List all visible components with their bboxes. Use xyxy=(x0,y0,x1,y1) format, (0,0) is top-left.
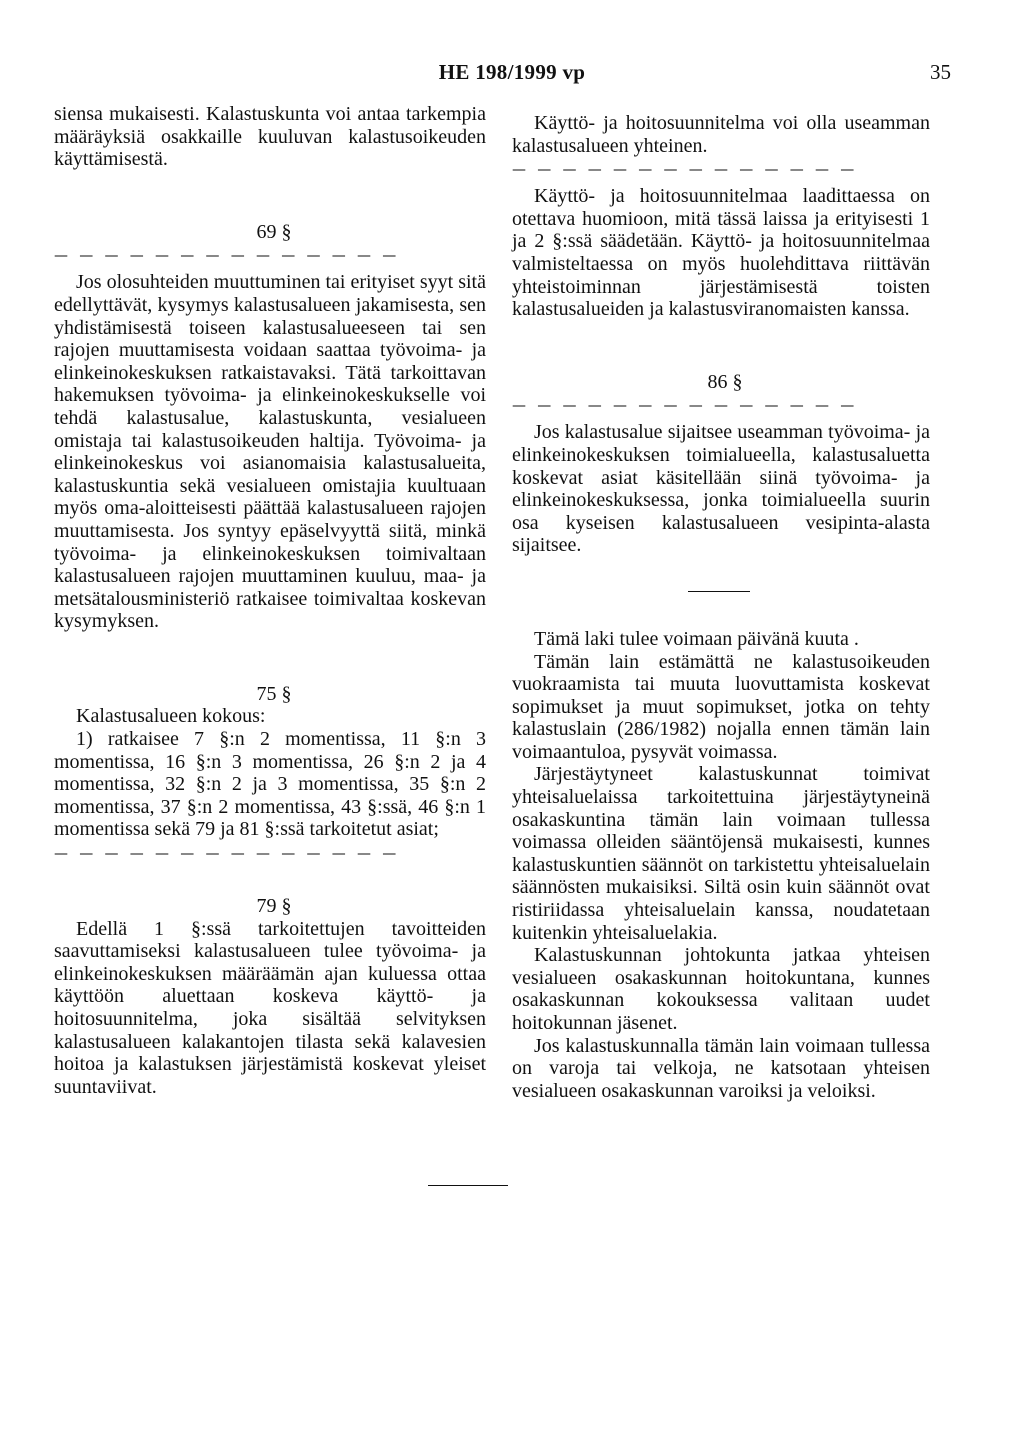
section-86-heading: 86 § xyxy=(707,370,743,393)
page-number: 35 xyxy=(930,60,951,84)
transitional-paragraph-4: Kalastuskunnan johtokunta jatkaa yhteisen vesialueen osakaskunnan hoitokuntana, kunnes osakaskunnan kokouksessa valitaan uudet hoitokunnan jäsenet. xyxy=(512,944,930,1034)
left-intro-paragraph: siensa mukaisesti. Kalastuskunta voi antaa tarkempia määräyksiä osakkaille kuuluvan kalastusoikeuden käyttämisestä. xyxy=(54,103,486,171)
transitional-paragraph-2: Tämän lain estämättä ne kalastusoikeuden vuokraamista tai muuta luovuttamista koskevat sopimukset ja muut sopimukset, jotka on tehty kalastuslain (286/1982) nojalla ennen tämän lain voimaantuloa, pysyvät voimassa. xyxy=(512,650,930,763)
transitional-paragraph-3: Järjestäytyneet kalastuskunnat toimivat yhteisaluelaissa tarkoitettuina järjestäytyneinä osakaskuntina tämän lain voimaan tullessa voimassa olleiden sääntöjensä mukaisesti, kunnes kalastuskuntien säännöt on tarkistettu yhteisaluelain säännösten mukaisiksi. Siltä osin kuin säännöt ovat ristiriidassa yhteisaluelain kanssa, noudatetaan kuitenkin yhteisaluelakia. xyxy=(512,763,930,944)
section-79-heading: 79 § xyxy=(256,895,292,918)
section-75-item-1: 1) ratkaisee 7 §:n 2 momentissa, 11 §:n 3 momentissa, 16 §:n 3 momentissa, 26 §:n 2 ja 4 momentissa, 32 §:n 2 ja 3 momentissa, 35 §:n 2 momentissa, 37 §:n 2 momentissa, 43 §:ssä, 46 §:n 1 momentissa sekä 79 ja 81 §:ssä tarkoitetut asiat; xyxy=(54,728,486,841)
section-75-heading: 75 § xyxy=(256,682,292,705)
transitional-paragraph-5: Jos kalastuskunnalla tämän lain voimaan tullessa on varoja tai velkoja, ne katsotaan yhteisen vesialueen osakaskunnan varoiksi ja veloiksi. xyxy=(512,1034,930,1102)
section-69-heading: 69 § xyxy=(256,220,292,243)
right-intro-paragraph: Käyttö- ja hoitosuunnitelma voi olla useamman kalastusalueen yhteinen. xyxy=(512,112,930,157)
section-69-paragraph: Jos olosuhteiden muuttuminen tai erityiset syyt sitä edellyttävät, kysymys kalastusalueen jakamisesta, sen yhdistämisestä toiseen kalastusalueeseen tai sen rajojen muuttamisesta voidaan saattaa työvoima- ja elinkeinokeskuksen ratkaistavaksi. Tätä tarkoittavan hakemuksen työvoima- ja elinkeinokeskukselle voi tehdä kalastusalue, kalastuskunta, vesialueen omistaja tai kalastusoikeuden haltija. Työvoima- ja elinkeinokeskus voi asianomaisia kalastusalueita, kalastuskuntia sekä vesialueen omistajia kuultuaan myös oma-aloitteisesti päättää kalastusalueen rajojen muuttamisesta. Jos syntyy epäselvyyttä siitä, minkä työvoima- ja elinkeinokeskuksen toimivaltaan kalastusalueen rajojen muuttaminen kuuluu, maa- ja metsätalousministeriö ratkaisee toimivaltaa koskevan kysymyksen. xyxy=(54,271,486,633)
left-column xyxy=(54,103,486,1098)
section-86-omission-dashes: — — — — — — — — — — — — — — xyxy=(512,398,858,415)
section-69-omission-dashes: — — — — — — — — — — — — — — xyxy=(54,248,400,265)
section-79-paragraph: Edellä 1 §:ssä tarkoitettujen tavoitteiden saavuttamiseksi kalastusalueen tulee työvoima- ja elinkeinokeskuksen määräämän ajan kuluessa ottaa käyttöön aluettaan koskeva käyttö- ja hoitosuunnitelma, joka sisältää selvityksen kalastusalueen kalakantojen tilasta sekä kalavesien hoitoa ja kalastuksen järjestämistä koskevat yleiset suuntaviivat. xyxy=(54,917,486,1098)
transitional-paragraph-1: Tämä laki tulee voimaan päivänä kuuta . xyxy=(534,627,859,650)
document-header-title: HE 198/1999 vp xyxy=(438,60,586,84)
section-75-subheading: Kalastusalueen kokous: xyxy=(76,705,266,728)
section-75-omission-dashes: — — — — — — — — — — — — — — xyxy=(54,846,400,863)
section-86-paragraph: Jos kalastusalue sijaitsee useamman työvoima- ja elinkeinokeskuksen toimialueella, kalastusaluetta koskevat asiat käsitellään siinä työvoima- ja elinkeinokeskuksessa, jonka toimialueella suurin osa kyseisen kalastusalueen vesipinta-alasta sijaitsee. xyxy=(512,421,930,557)
right-omission-dashes: — — — — — — — — — — — — — — xyxy=(512,162,858,179)
end-rule xyxy=(428,1185,508,1186)
right-column xyxy=(512,112,930,1102)
management-plan-paragraph: Käyttö- ja hoitosuunnitelmaa laadittaessa on otettava huomioon, mitä tässä laissa ja erityisesti 1 ja 2 §:ssä säädetään. Käyttö- ja hoitosuunnitelmaa valmisteltaessa on myös huolehdittava riittävän yhteistoiminnan järjestämisestä toisten kalastusalueiden ja kalastusviranomaisten kanssa. xyxy=(512,185,930,321)
